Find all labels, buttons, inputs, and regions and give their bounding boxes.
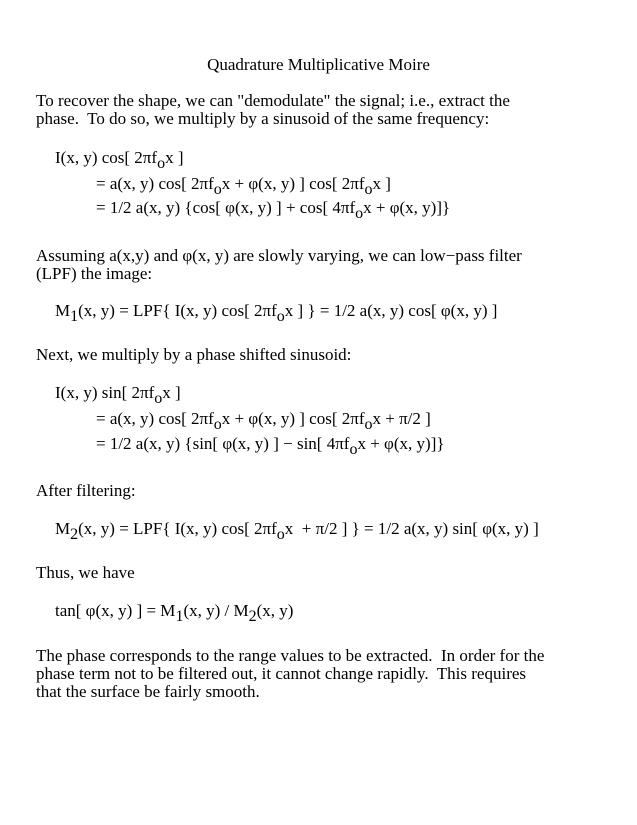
- subscript: o: [276, 308, 285, 325]
- equation-line: [96, 174, 391, 198]
- equation-text: x ] } = 1/2 a(x, y) cos[ φ(x, y) ]: [284, 301, 498, 320]
- equation-text: x + π/2 ]: [372, 409, 431, 428]
- subscript: o: [213, 181, 222, 198]
- equation-line: [55, 148, 184, 172]
- equation-tan: [55, 601, 294, 625]
- subscript: o: [364, 181, 373, 198]
- page-title: Quadrature Multiplicative Moire: [207, 55, 430, 74]
- subscript: o: [355, 205, 364, 222]
- paragraph-line: phase. To do so, we multiply by a sinusoid of the same frequency:: [36, 109, 490, 128]
- subscript: o: [213, 416, 222, 433]
- subscript: o: [157, 155, 166, 172]
- equation-m2: [55, 519, 539, 543]
- equation-text: I(x, y) cos[ 2πf: [55, 148, 158, 167]
- equation-line: [55, 383, 181, 407]
- paragraph-line: Assuming a(x,y) and φ(x, y) are slowly varying, we can low−pass filter: [36, 246, 522, 265]
- subscript: o: [276, 526, 285, 543]
- subscript: o: [364, 416, 373, 433]
- equation-text: tan[ φ(x, y) ] = M: [55, 601, 176, 620]
- paragraph-line: that the surface be fairly smooth.: [36, 682, 260, 701]
- equation-text: x ]: [372, 174, 391, 193]
- paragraph-line: To recover the shape, we can "demodulate" the signal; i.e., extract the: [36, 91, 510, 110]
- equation-text: (x, y) / M: [183, 601, 249, 620]
- subscript: 2: [248, 608, 257, 625]
- paragraph-line: Next, we multiply by a phase shifted sinusoid:: [36, 345, 352, 364]
- paragraph-line: Thus, we have: [36, 563, 135, 582]
- equation-text: (x, y) = LPF{ I(x, y) cos[ 2πf: [78, 519, 277, 538]
- subscript: 1: [175, 608, 184, 625]
- equation-text: (x, y): [256, 601, 294, 620]
- equation-line: [96, 198, 451, 222]
- equation-text: = 1/2 a(x, y) {cos[ φ(x, y) ] + cos[ 4πf: [96, 198, 356, 217]
- equation-text: I(x, y) sin[ 2πf: [55, 383, 155, 402]
- paragraph-line: phase term not to be filtered out, it cannot change rapidly. This requires: [36, 664, 527, 683]
- equation-text: x + φ(x, y)]}: [357, 434, 445, 453]
- equation-text: x + φ(x, y) ] cos[ 2πf: [221, 409, 365, 428]
- equation-text: = a(x, y) cos[ 2πf: [96, 174, 214, 193]
- equation-text: x + φ(x, y)]}: [363, 198, 451, 217]
- paragraph-line: After filtering:: [36, 481, 136, 500]
- equation-text: = 1/2 a(x, y) {sin[ φ(x, y) ] − sin[ 4πf: [96, 434, 350, 453]
- equation-m1: [55, 301, 498, 325]
- subscript: 2: [70, 526, 79, 543]
- equation-line: [96, 409, 431, 433]
- equation-line: [96, 434, 445, 458]
- equation-text: (x, y) = LPF{ I(x, y) cos[ 2πf: [78, 301, 277, 320]
- subscript: o: [349, 441, 358, 458]
- paragraph-line: (LPF) the image:: [36, 264, 153, 283]
- paragraph-line: The phase corresponds to the range values to be extracted. In order for the: [36, 646, 545, 665]
- equation-text: M: [55, 301, 71, 320]
- subscript: o: [154, 390, 163, 407]
- subscript: 1: [70, 308, 79, 325]
- equation-text: x ]: [162, 383, 181, 402]
- equation-text: x + φ(x, y) ] cos[ 2πf: [221, 174, 365, 193]
- equation-text: = a(x, y) cos[ 2πf: [96, 409, 214, 428]
- equation-text: x ]: [165, 148, 184, 167]
- equation-text: x + π/2 ] } = 1/2 a(x, y) sin[ φ(x, y) ]: [284, 519, 539, 538]
- equation-text: M: [55, 519, 71, 538]
